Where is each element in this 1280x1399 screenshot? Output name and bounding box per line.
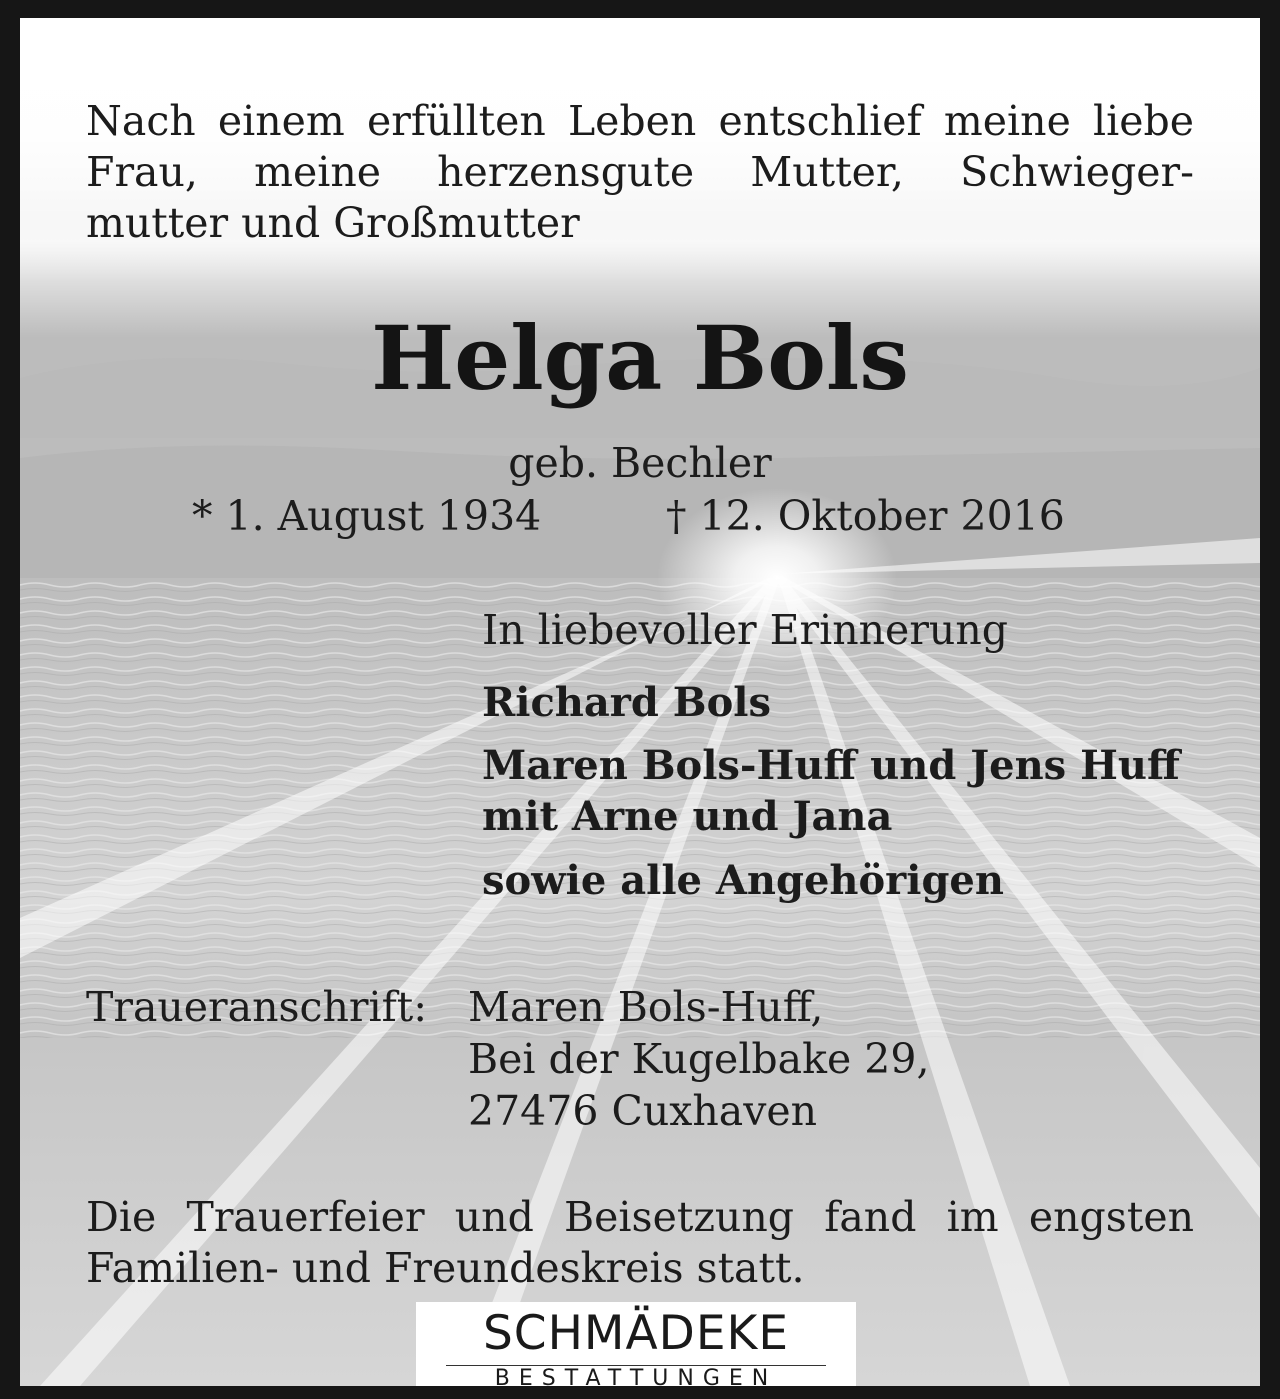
ceremony-line: Die Trauerfeier und Beisetzung fand im engsten [86, 1193, 1194, 1241]
maiden-name: geb. Bechler [508, 439, 772, 487]
ceremony-text [86, 1192, 1194, 1294]
mourner-line: Richard Bols [482, 679, 771, 726]
logo-wordmark: SCHMÄDEKE [482, 1306, 790, 1361]
address-line: Bei der Kugelbake 29, [468, 1035, 930, 1083]
death-date: † 12. Oktober 2016 [666, 492, 1065, 540]
mourner-line: Maren Bols-Huff und Jens Huff [482, 742, 1180, 789]
intro-line: mutter und Großmutter [86, 199, 580, 247]
birth-date: * 1. August 1934 [192, 492, 542, 540]
logo-subtitle: BESTATTUNGEN [494, 1366, 778, 1391]
deceased-name: Helga Bols [371, 306, 909, 410]
intro-line: Nach einem erfüllten Leben entschlief meine liebe [86, 97, 1194, 145]
address-label: Traueranschrift: [86, 983, 428, 1031]
mourner-line: sowie alle Angehörigen [482, 857, 1004, 904]
funeral-home-logo [416, 1302, 856, 1391]
address-line: 27476 Cuxhaven [468, 1087, 818, 1135]
memory-line: In liebevoller Erinnerung [482, 606, 1008, 654]
address-line: Maren Bols-Huff, [468, 983, 824, 1031]
intro-line: Frau, meine herzensgute Mutter, Schwieger- [86, 148, 1194, 196]
intro-text [86, 96, 1194, 249]
mourner-line: mit Arne und Jana [482, 793, 893, 840]
ceremony-line: Familien- und Freundeskreis statt. [86, 1244, 805, 1292]
